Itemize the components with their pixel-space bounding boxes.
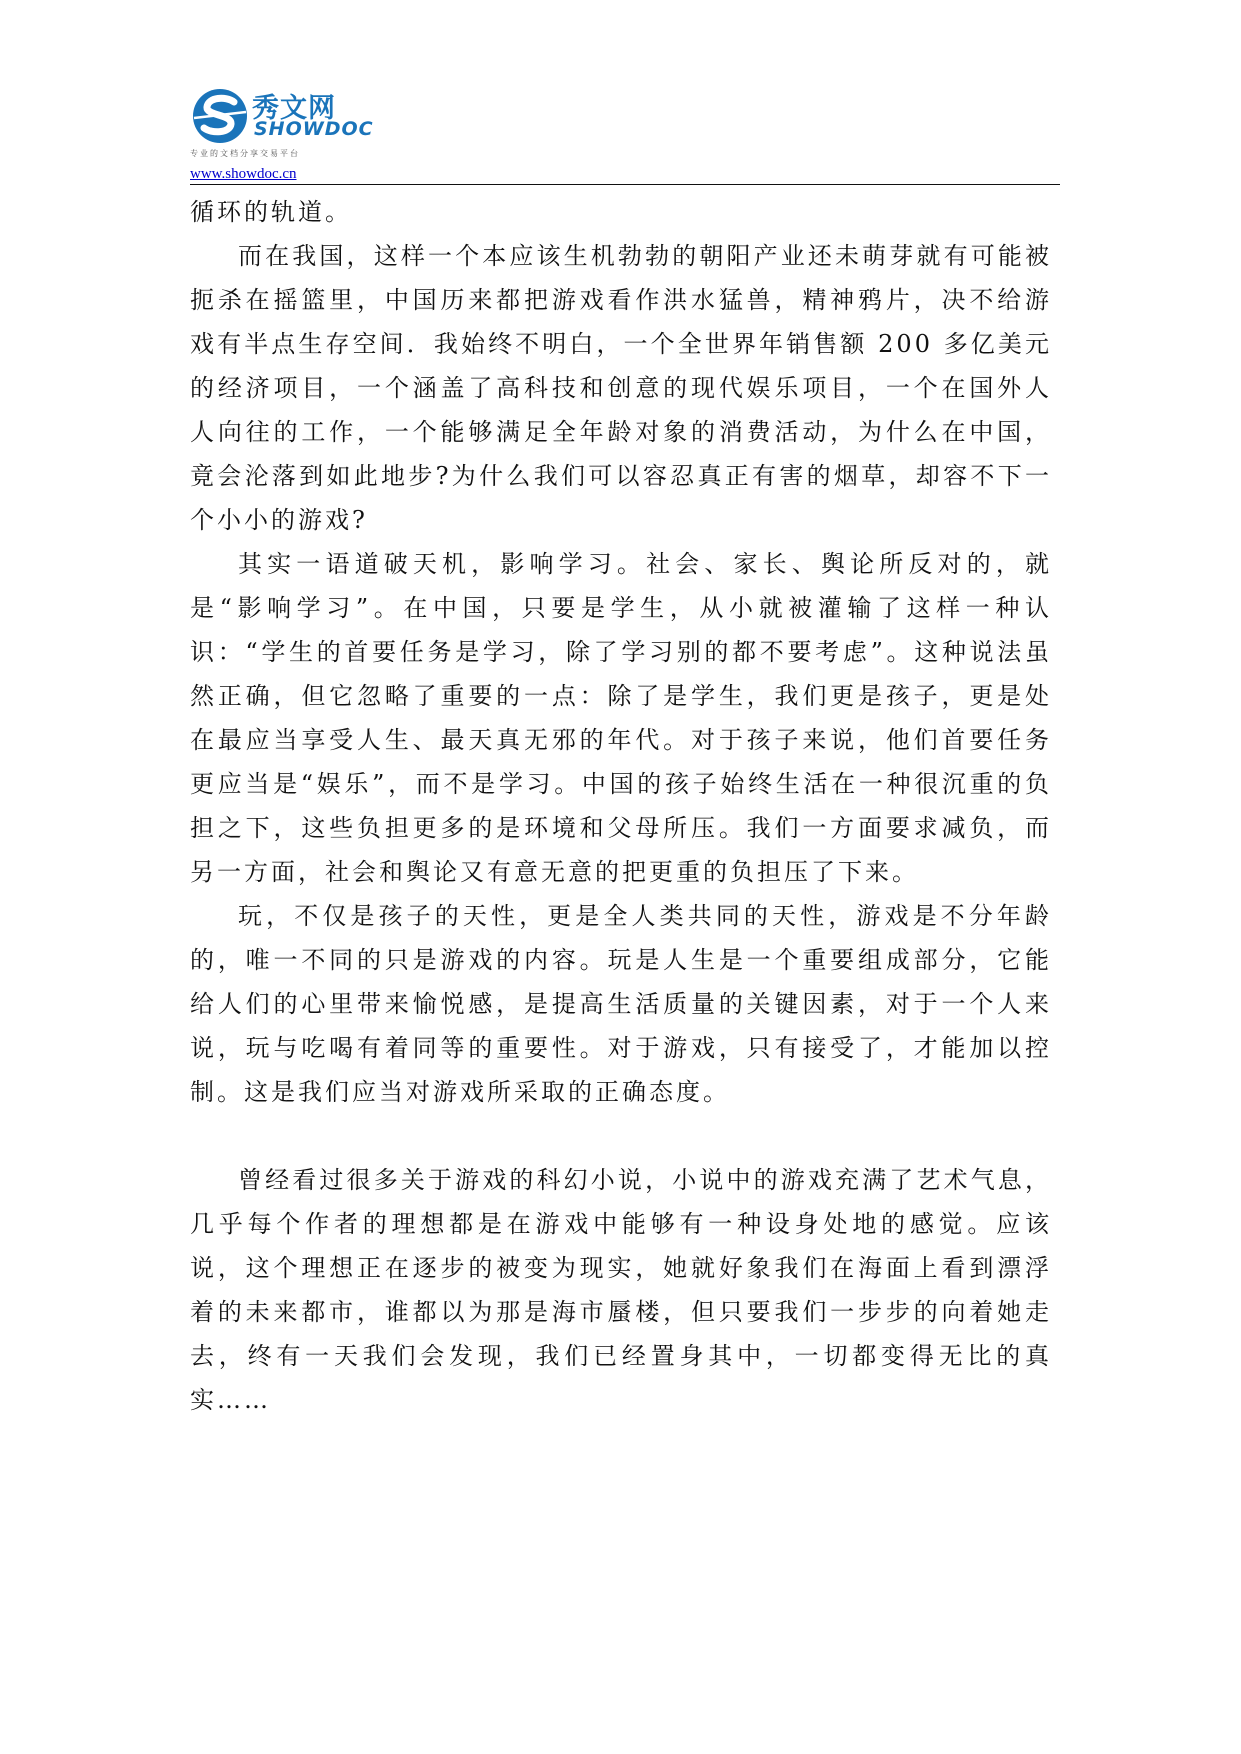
logo-tagline: 专业的文档分享交易平台: [190, 149, 300, 158]
document-body: [190, 190, 1052, 1422]
paragraph-5: 曾经看过很多关于游戏的科幻小说，小说中的游戏充满了艺术气息，几乎每个作者的理想都是在游戏中能够有一种设身处地的感觉。应该说，这个理想正在逐步的被变为现实，她就好象我们在海面上看到漂浮着的未来都市，谁都以为那是海市蜃楼，但只要我们一步步的向着她走去，终有一天我们会发现，我们已经置身其中，一切都变得无比的真实……: [190, 1166, 1052, 1414]
showdoc-logo-icon: [190, 88, 250, 144]
paragraph-3: 其实一语道破天机，影响学习。社会、家长、舆论所反对的，就是“影响学习”。在中国，只要是学生，从小就被灌输了这样一种认识：“学生的首要任务是学习，除了学习别的都不要考虑”。这种说法虽然正确，但它忽略了重要的一点：除了是学生，我们更是孩子，更是处在最应当享受人生、最天真无邪的年代。对于孩子来说，他们首要任务更应当是“娱乐”，而不是学习。中国的孩子始终生活在一种很沉重的负担之下，这些负担更多的是环境和父母所压。我们一方面要求减负，而另一方面，社会和舆论又有意无意的把更重的负担压了下来。: [190, 550, 1052, 886]
page-header: [190, 86, 1060, 186]
logo-english-name: SHOWDOC: [254, 118, 374, 140]
logo-chinese-name: 秀文网: [252, 93, 336, 124]
header-divider: [190, 184, 1060, 185]
paragraph-1: 循环的轨道。: [190, 198, 352, 226]
paragraph-gap: [190, 1114, 1052, 1158]
paragraph-4: 玩，不仅是孩子的天性，更是全人类共同的天性，游戏是不分年龄的，唯一不同的只是游戏的内容。玩是人生是一个重要组成部分，它能给人们的心里带来愉悦感，是提高生活质量的关键因素，对于一个人来说，玩与吃喝有着同等的重要性。对于游戏，只有接受了，才能加以控制。这是我们应当对游戏所采取的正确态度。: [190, 902, 1052, 1106]
paragraph-2: 而在我国，这样一个本应该生机勃勃的朝阳产业还未萌芽就有可能被扼杀在摇篮里，中国历来都把游戏看作洪水猛兽，精神鸦片，决不给游戏有半点生存空间．我始终不明白，一个全世界年销售额 200 多亿美元的经济项目，一个涵盖了高科技和创意的现代娱乐项目，一个在国外人人向往的工作，一个能够满足全年龄对象的消费活动，为什么在中国，竟会沦落到如此地步?为什么我们可以容忍真正有害的烟草，却容不下一个小小的游戏?: [190, 242, 1052, 534]
site-link[interactable]: www.showdoc.cn: [190, 166, 297, 182]
showdoc-logo: [190, 86, 380, 166]
